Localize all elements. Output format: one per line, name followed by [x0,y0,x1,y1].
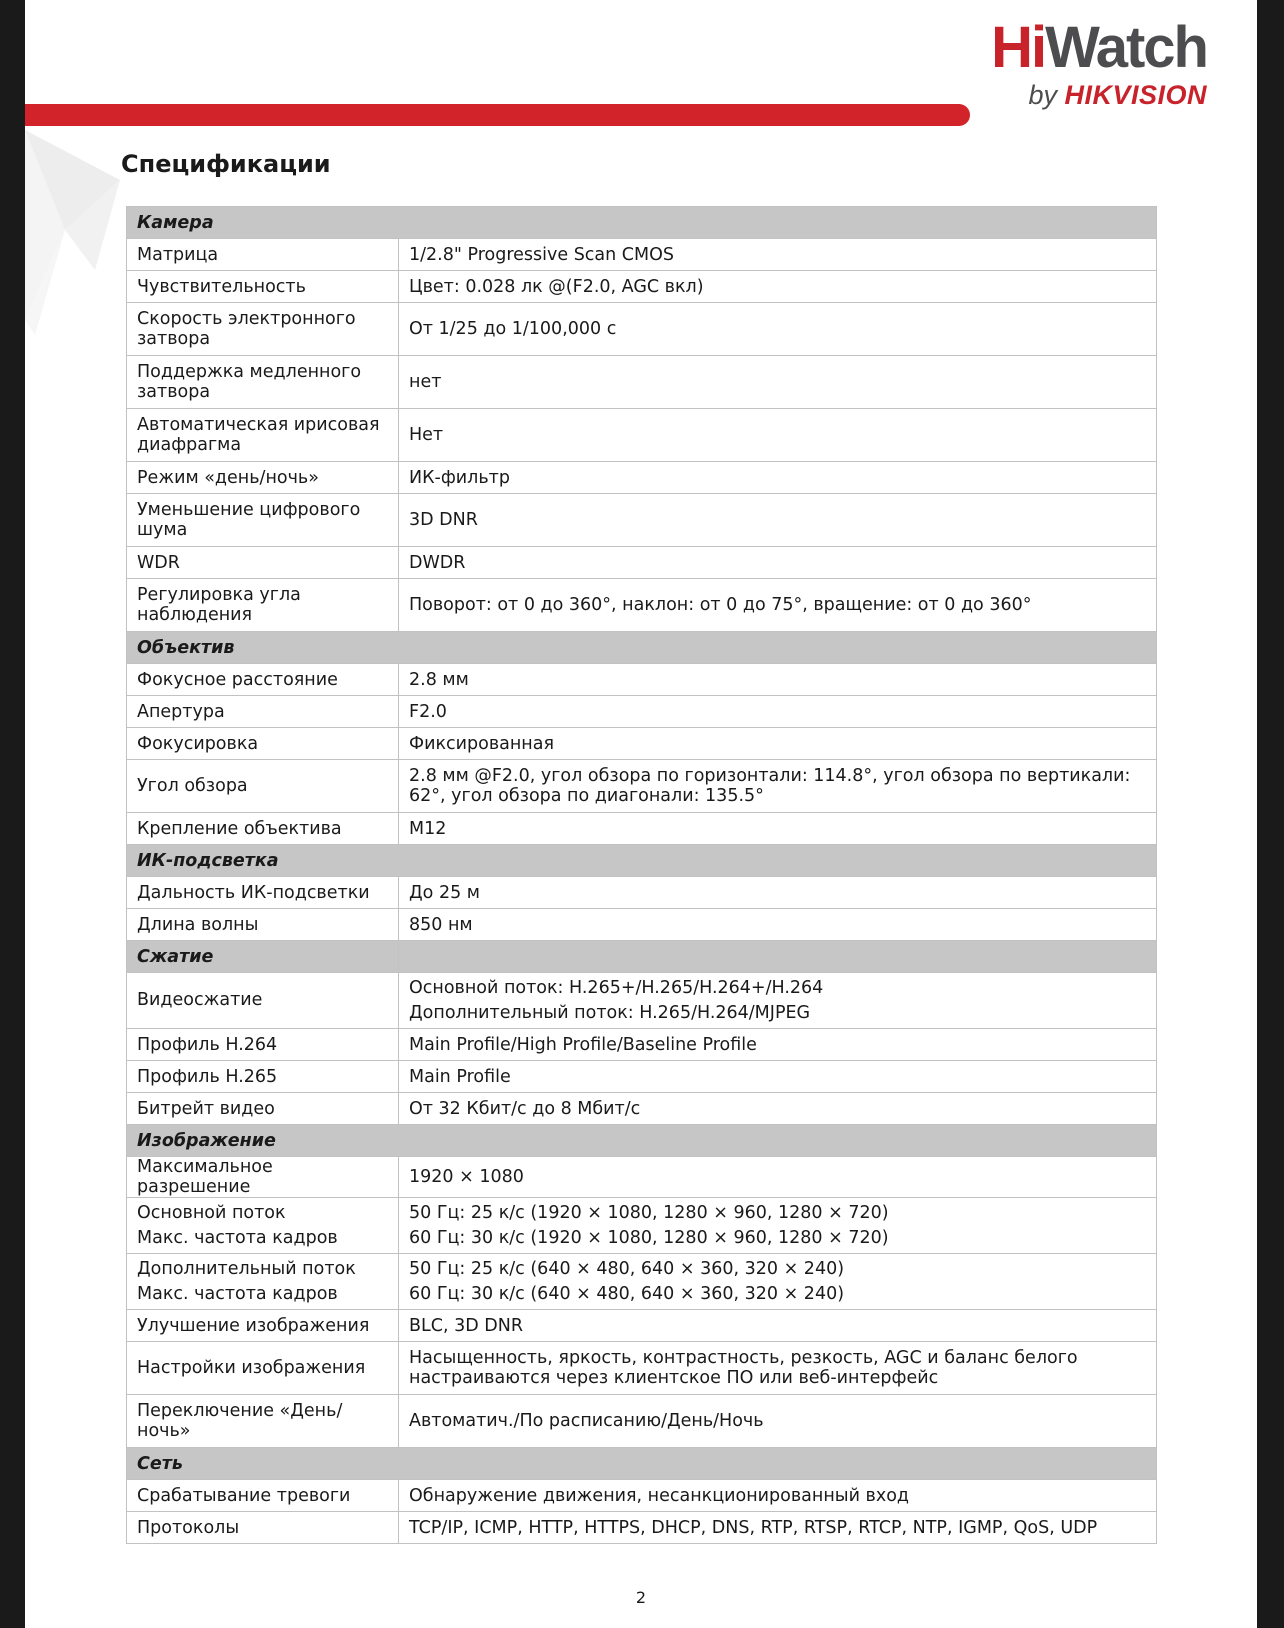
spec-label [127,462,399,494]
spec-value-text: Main Profile [409,1066,511,1087]
spec-label [127,356,399,409]
spec-row [127,664,1157,696]
section-header [127,1448,1157,1480]
spec-value [399,1061,1157,1093]
spec-label-text: Регулировка угла наблюдения [137,585,301,625]
spec-label [127,409,399,462]
spec-value-text: Нет [409,425,444,445]
section-title: ИК-подсветка [127,845,1157,877]
spec-row [127,1395,1157,1448]
spec-label [127,1342,399,1395]
spec-value-text: Автоматич./По расписанию/День/Ночь [409,1411,764,1431]
spec-label [127,696,399,728]
spec-label-text: Уменьшение цифрового шума [137,500,361,540]
spec-row [127,303,1157,356]
spec-value [399,547,1157,579]
section-title: Сжатие [127,941,399,973]
spec-value [399,303,1157,356]
hiwatch-logo: HiWatch by HIKVISION [991,15,1207,110]
spec-value [399,760,1157,813]
spec-row [127,1254,1157,1310]
spec-label [127,1198,399,1254]
spec-row [127,579,1157,632]
spec-value [399,1198,1157,1254]
spec-label-text: Протоколы [137,1517,240,1538]
spec-row [127,356,1157,409]
spec-value-text: От 32 Кбит/с до 8 Мбит/с [409,1098,641,1119]
spec-value-text: F2.0 [409,701,447,722]
spec-value-text: Основной поток: H.265+/H.265/H.264+/H.264 [409,977,824,998]
page-number: 2 [635,1588,647,1607]
spec-row [127,409,1157,462]
spec-row [127,1061,1157,1093]
spec-value-text: Фиксированная [409,733,554,754]
spec-label-text: Крепление объектива [137,818,342,839]
spec-value-text: 50 Гц: 25 к/с (1920 × 1080, 1280 × 960, 1280 × 720) [409,1202,889,1223]
spec-value-text: До 25 м [409,882,480,903]
spec-row [127,1310,1157,1342]
spec-value [399,1157,1157,1198]
spec-value [399,494,1157,547]
spec-label-text: Режим «день/ночь» [137,467,319,488]
spec-value-text: BLC, 3D DNR [409,1315,523,1336]
spec-row [127,1512,1157,1544]
spec-value-text-line2: 60 Гц: 30 к/с (1920 × 1080, 1280 × 960, 1280 × 720) [409,1227,889,1248]
spec-row [127,696,1157,728]
spec-value [399,696,1157,728]
spec-label [127,271,399,303]
section-title: Сеть [127,1448,1157,1480]
spec-label-text: Дальность ИК-подсветки [137,882,370,903]
spec-value-text: 50 Гц: 25 к/с (640 × 480, 640 × 360, 320 × 240) [409,1258,845,1279]
spec-label-text: Фокусировка [137,733,259,754]
spec-row [127,813,1157,845]
section-header [127,207,1157,239]
spec-value [399,462,1157,494]
spec-value [399,1310,1157,1342]
spec-row [127,1198,1157,1254]
spec-value-text: Цвет: 0.028 лк @(F2.0, AGC вкл) [409,276,704,297]
spec-label [127,664,399,696]
spec-label-text: Улучшение изображения [137,1315,370,1336]
spec-row [127,1480,1157,1512]
spec-label-text-line2: Макс. частота кадров [137,1283,338,1304]
spec-row [127,877,1157,909]
spec-value-text: 2.8 мм @F2.0, угол обзора по горизонтали: 114.8°, угол обзора по вертикали: 62°, угол обзора по диагонали: 135.5° [409,766,1131,806]
spec-label [127,1480,399,1512]
spec-row [127,1093,1157,1125]
spec-value [399,973,1157,1029]
section-header [127,1125,1157,1157]
spec-value-text: Поворот: от 0 до 360°, наклон: от 0 до 75°, вращение: от 0 до 360° [409,595,1032,615]
spec-label [127,813,399,845]
spec-label [127,1093,399,1125]
spec-value-text: 1920 × 1080 [409,1167,524,1187]
spec-label [127,1029,399,1061]
spec-row [127,1342,1157,1395]
spec-label [127,973,399,1029]
spec-label-text: Переключение «День/ночь» [137,1401,343,1441]
section-title: Изображение [127,1125,1157,1157]
spec-row [127,271,1157,303]
decorative-triangles [25,120,135,350]
spec-row [127,494,1157,547]
spec-row [127,239,1157,271]
spec-row [127,973,1157,1029]
spec-value [399,579,1157,632]
spec-row [127,462,1157,494]
spec-label [127,1061,399,1093]
spec-label [127,1157,399,1198]
spec-label [127,909,399,941]
spec-row [127,909,1157,941]
spec-value [399,1480,1157,1512]
spec-value [399,1093,1157,1125]
spec-label-text: Битрейт видео [137,1098,275,1119]
spec-row [127,728,1157,760]
spec-label [127,1512,399,1544]
spec-label-text: Матрица [137,244,219,265]
spec-value [399,728,1157,760]
spec-label-text-line2: Макс. частота кадров [137,1227,338,1248]
page-title: Спецификации [121,150,331,178]
spec-value [399,1512,1157,1544]
spec-label [127,579,399,632]
section-title: Объектив [127,632,1157,664]
spec-label-text: Максимальное разрешение [137,1157,273,1197]
spec-label [127,1310,399,1342]
spec-label [127,877,399,909]
spec-value [399,239,1157,271]
spec-value [399,909,1157,941]
spec-value [399,1254,1157,1310]
spec-row [127,1029,1157,1061]
spec-value-text: 2.8 мм [409,669,469,690]
spec-value-text: ИК-фильтр [409,467,510,488]
spec-row [127,760,1157,813]
spec-label-text: Длина волны [137,914,259,935]
spec-label [127,303,399,356]
spec-value [399,1395,1157,1448]
spec-label-text: Срабатывание тревоги [137,1485,351,1506]
spec-value-text: 850 нм [409,914,473,935]
section-header [127,845,1157,877]
spec-label [127,1254,399,1310]
spec-label-text: Профиль H.265 [137,1066,278,1087]
spec-label-text: Настройки изображения [137,1358,366,1378]
section-spacer [399,941,1157,973]
spec-value-text: 1/2.8" Progressive Scan CMOS [409,244,675,265]
spec-row [127,1157,1157,1198]
spec-label-text: Фокусное расстояние [137,669,338,690]
spec-value-text: Обнаружение движения, несанкционированный вход [409,1485,909,1506]
spec-value-text: От 1/25 до 1/100,000 с [409,319,617,339]
spec-value-text: 3D DNR [409,510,478,530]
spec-value [399,356,1157,409]
spec-value [399,409,1157,462]
spec-label [127,239,399,271]
spec-label [127,1395,399,1448]
spec-label-text: Скорость электронного затвора [137,309,356,349]
section-header [127,632,1157,664]
spec-value [399,271,1157,303]
spec-value [399,877,1157,909]
spec-value-text-line2: 60 Гц: 30 к/с (640 × 480, 640 × 360, 320 × 240) [409,1283,845,1304]
spec-label-text: Угол обзора [137,776,248,796]
spec-label-text: Апертура [137,701,225,722]
spec-label [127,728,399,760]
spec-value [399,813,1157,845]
document-page [25,0,1257,1628]
spec-value [399,1029,1157,1061]
spec-value [399,1342,1157,1395]
section-header [127,941,1157,973]
spec-label-text: Дополнительный поток [137,1258,356,1279]
spec-label-text: WDR [137,552,180,573]
spec-value-text: Main Profile/High Profile/Baseline Profile [409,1034,757,1055]
spec-label [127,494,399,547]
spec-row [127,547,1157,579]
spec-value [399,664,1157,696]
spec-label-text: Профиль H.264 [137,1034,278,1055]
spec-label-text: Основной поток [137,1202,286,1223]
spec-label [127,547,399,579]
spec-label-text: Чувствительность [137,276,306,297]
header-red-bar [25,104,970,126]
spec-value-text: TCP/IP, ICMP, HTTP, HTTPS, DHCP, DNS, RTP, RTSP, RTCP, NTP, IGMP, QoS, UDP [409,1517,1098,1538]
spec-label-text: Автоматическая ирисовая диафрагма [137,415,380,455]
spec-value-text: нет [409,372,442,392]
spec-table [126,206,1157,1544]
spec-value-text: DWDR [409,552,466,573]
spec-label [127,760,399,813]
spec-value-text: Насыщенность, яркость, контрастность, резкость, AGC и баланс белого настраиваются через клиентское ПО или веб-интерфейс [409,1348,1078,1388]
section-title: Камера [127,207,1157,239]
spec-value-text: M12 [409,818,447,839]
spec-label-text: Видеосжатие [137,990,263,1010]
spec-value-text-line2: Дополнительный поток: H.265/H.264/MJPEG [409,1002,811,1023]
spec-label-text: Поддержка медленного затвора [137,362,362,402]
